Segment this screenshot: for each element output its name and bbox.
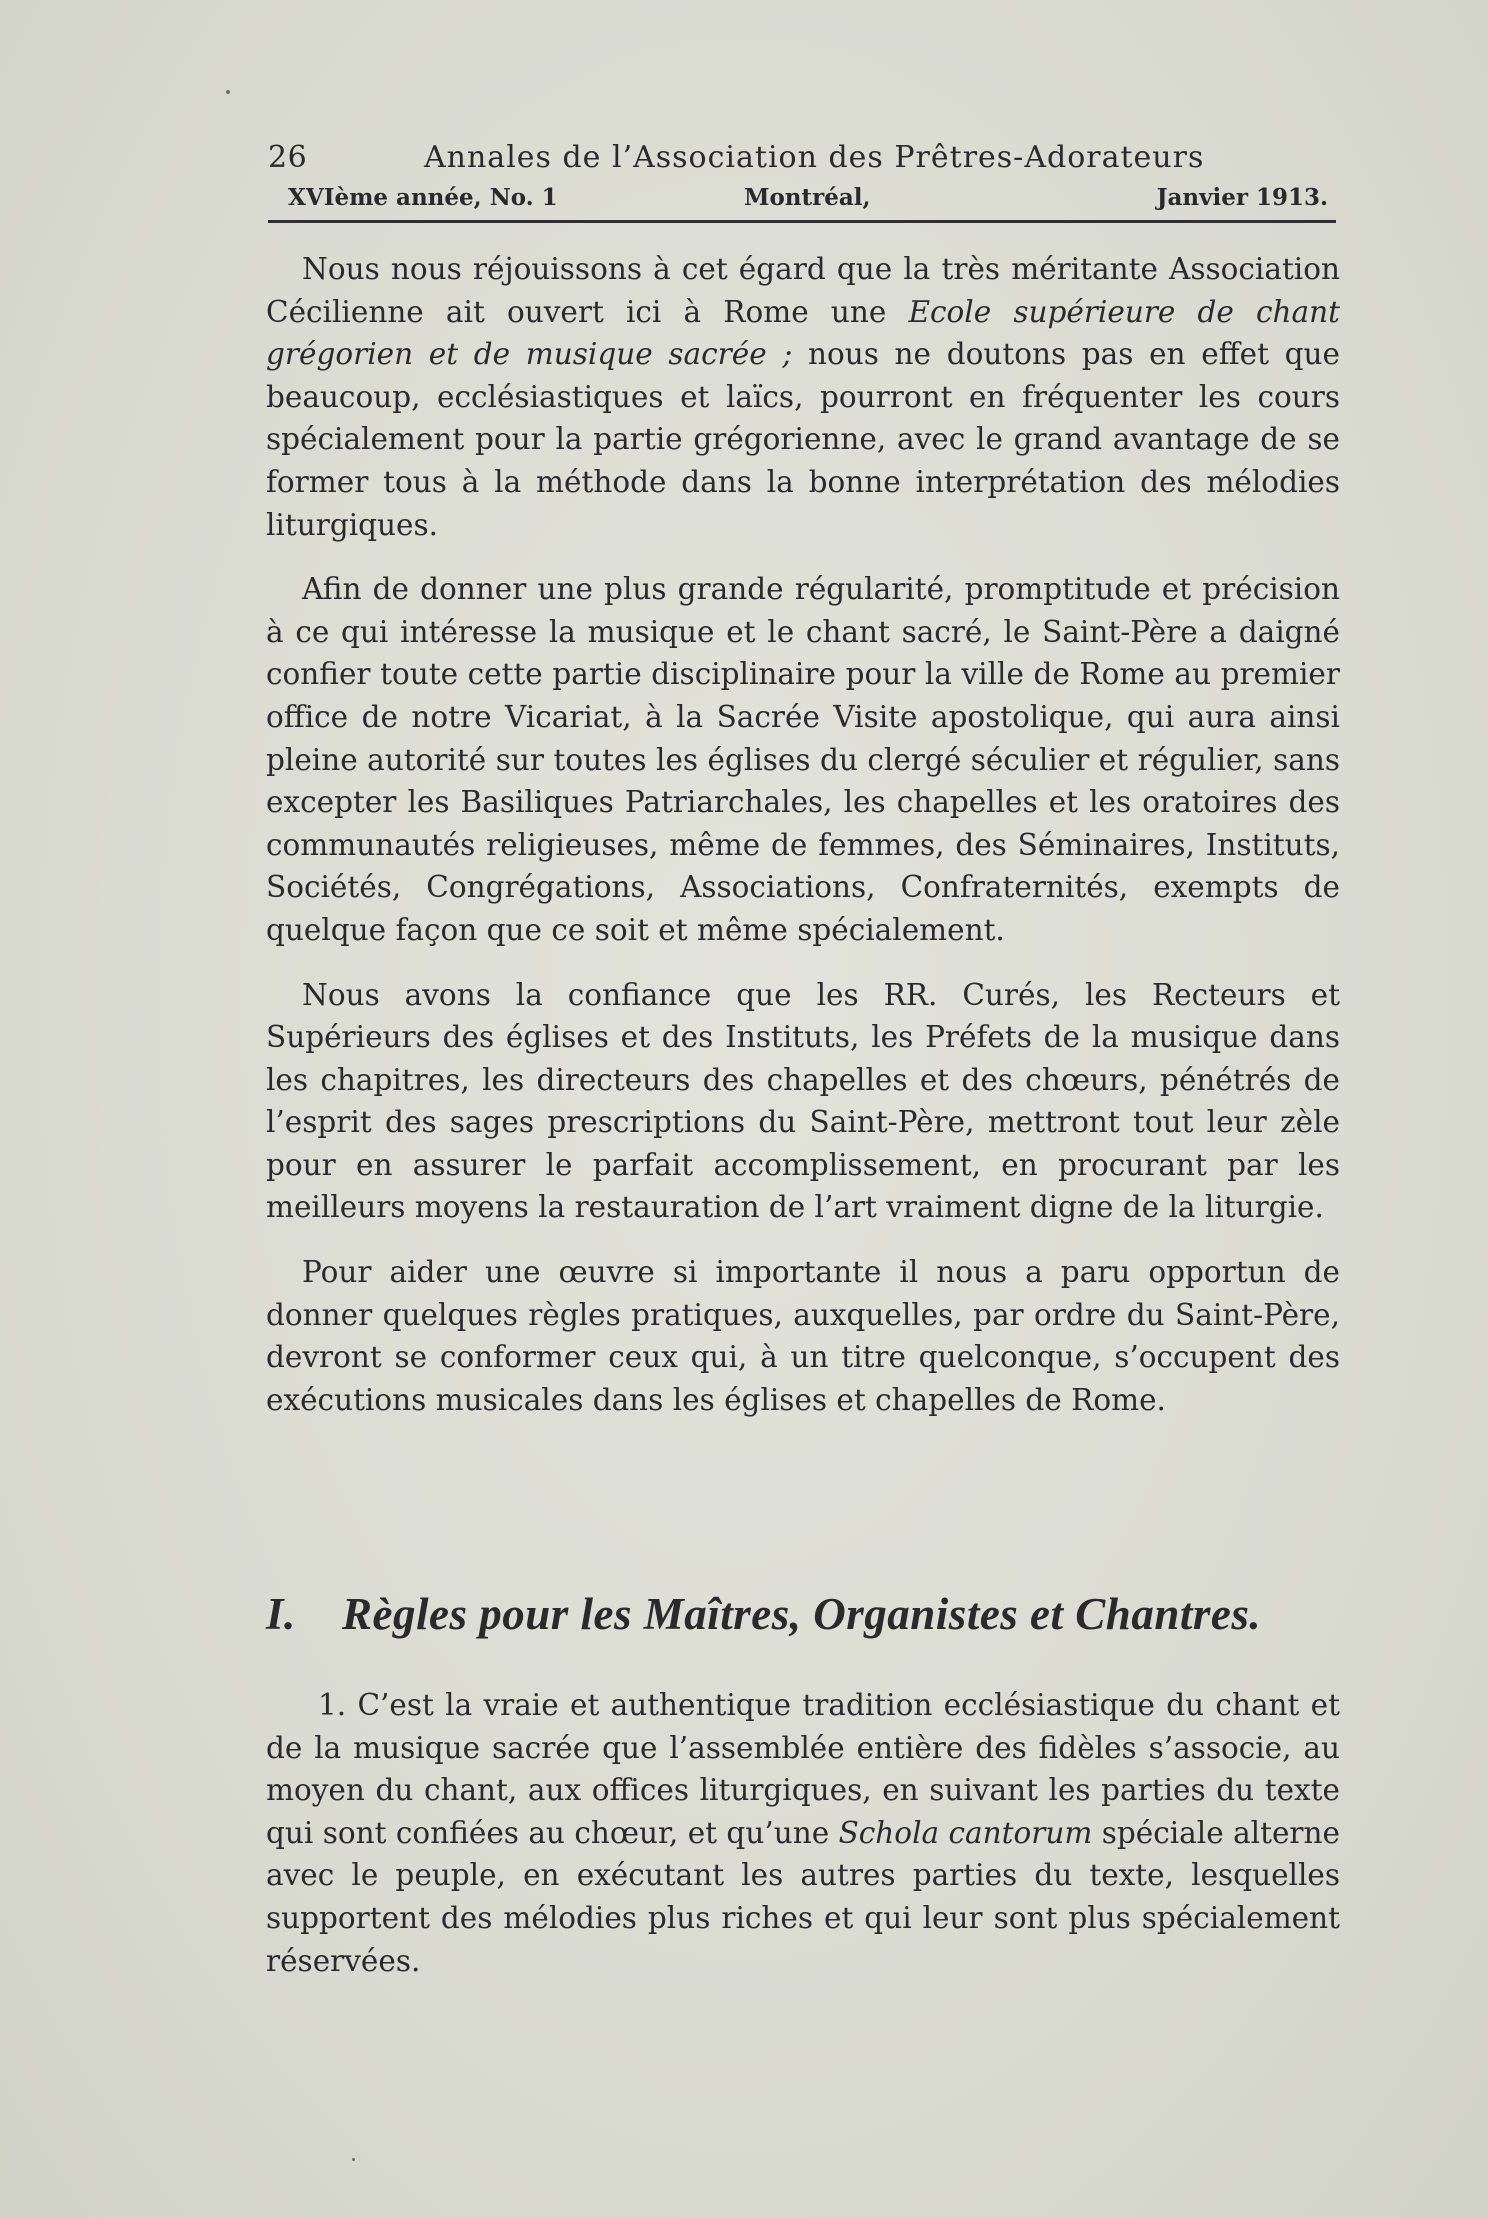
paragraph-text: Nous nous réjouissons à cet égard que la très méritante Association Cécilienne ait ouvert ici à Rome une [266, 252, 1340, 329]
body-text [266, 248, 1340, 1443]
publication-date: Janvier 1913. [1156, 184, 1328, 211]
paragraph-text: nous ne doutons pas en effet que beaucoup, ecclésiastiques et laïcs, pourront en fréquenter les cours spécialement pour la partie grégorienne, avec le grand avantage de se former tous à la méthode dans la bonne interprétation des mélodies liturgiques. [266, 337, 1340, 542]
paragraph [266, 248, 1340, 546]
header-issue-line [268, 184, 1336, 218]
paragraph-text: spéciale alterne avec le peuple, en exécutant les autres parties du texte, lesquelles supportent des mélodies plus riches et qui leur sont plus spécialement réservées. [266, 1815, 1340, 1978]
publication-city: Montréal, [744, 184, 871, 211]
paper-speck [226, 90, 230, 94]
paper-speck [352, 2158, 355, 2161]
paragraph: Pour aider une œuvre si importante il nous a paru opportun de donner quelques règles pratiques, auxquelles, par ordre du Saint-Père, devront se conformer ceux qui, à un titre quelconque, s’occupent des exécutions musicales dans les églises et chapelles de Rome. [266, 1255, 1340, 1417]
paragraph: Afin de donner une plus grande régularité, promptitude et précision à ce qui intéresse la musique et le chant sacré, le Saint-Père a daigné confier toute cette partie disciplinaire pour la ville de Rome au premier office de notre Vicariat, à la Sacrée Visite apostolique, qui aura ainsi pleine autorité sur toutes les églises du clergé séculier et régulier, sans excepter les Basiliques Patriarchales, les chapelles et les oratoires des communautés religieuses, même de femmes, des Séminaires, Instituts, Sociétés, Congrégations, Associations, Confraternités, exempts de quelque façon que ce soit et même spécialement. [266, 572, 1340, 947]
paragraph: Nous avons la confiance que les RR. Curés, les Recteurs et Supérieurs des églises et des Instituts, les Préfets de la musique dans les chapitres, les directeurs des chapelles et des chœurs, pénétrés de l’esprit des sages prescriptions du Saint-Père, mettront tout leur zèle pour en assurer le parfait accomplissement, en procurant par les meilleurs moyens la restauration de l’art vraiment digne de la liturgie. [266, 977, 1340, 1225]
section-heading [266, 1588, 1340, 1640]
page-number: 26 [268, 140, 308, 175]
italic-school-name: Ecole supérieure de chant grégorien et de musique sacrée ; [266, 294, 1341, 372]
rule-paragraph [266, 1684, 1340, 1982]
rules-text [266, 1684, 1340, 1982]
journal-title: Annales de l’Association des Prêtres-Adorateurs [424, 140, 1205, 175]
header-rule [268, 220, 1336, 223]
paragraph-text: 1. C’est la vraie et authentique tradition ecclésiastique du chant et de la musique sacrée que l’assemblée entière des fidèles s’associe, au moyen du chant, aux offices liturgiques, en suivant les parties du texte qui sont confiées au chœur, et qu’une [266, 1688, 1340, 1850]
volume-issue: XVIème année, No. 1 [288, 184, 558, 211]
header-title-line [268, 140, 1336, 180]
section-number: I. [266, 1589, 296, 1639]
running-header [268, 140, 1336, 218]
italic-latin-term: Schola cantorum [838, 1815, 1093, 1850]
section-title-text: Règles pour les Maîtres, Organistes et Chantres. [342, 1589, 1262, 1639]
